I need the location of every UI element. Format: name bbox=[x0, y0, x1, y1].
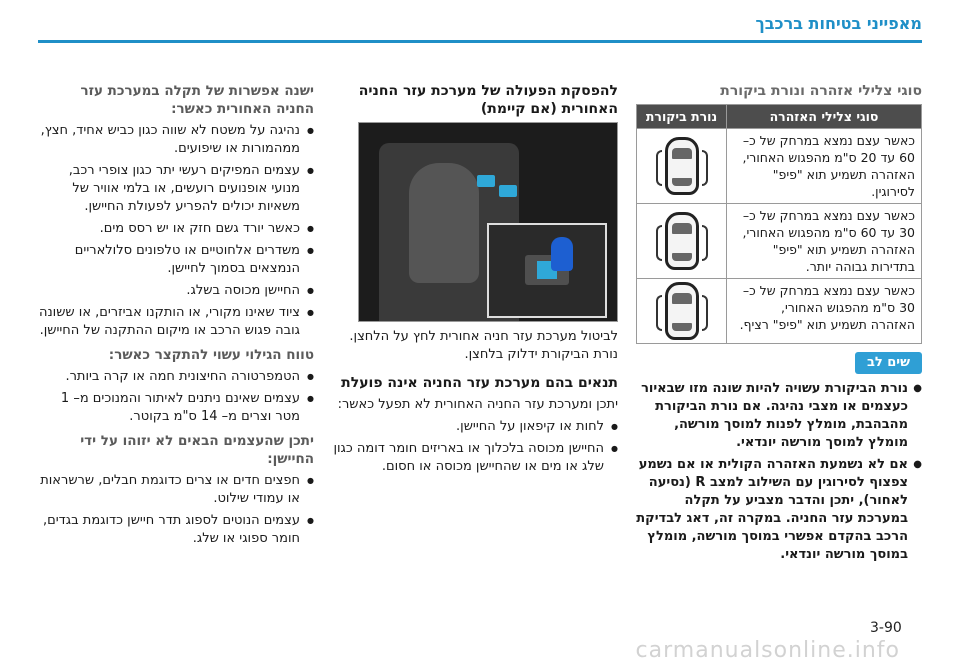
list-item: ● עצמים שאינם ניתנים לאיתור והמנוכים מ– 1 מטר וצרים מ– 14 ס"מ בקוטר. bbox=[38, 390, 314, 426]
malfunction-heading: ישנה אפשרות של תקלה במערכת עזר החניה האחורית כאשר: bbox=[80, 83, 314, 117]
list-item: ● חפצים חדים או צרים כדוגמת חבלים, שרשראות או עמודי שילוט. bbox=[38, 472, 314, 508]
header-title: מאפייני בטיחות ברכבך bbox=[755, 14, 922, 33]
car-sensors-far-icon bbox=[665, 137, 699, 195]
note-badge: שים לב bbox=[855, 352, 922, 374]
middle-column bbox=[332, 82, 618, 480]
table-cell-icon bbox=[637, 129, 727, 204]
list-item: ● עצמים המפיקים רעשי יתר כגון צופרי רכב, מנועי אופנועים רועשים, או בלמי אוויר של משאיות יכולים להפריע לפעולת החיישן. bbox=[38, 162, 314, 216]
parking-button-icon bbox=[477, 175, 495, 187]
list-item: ● ציוד שאינו מקורי, או הותקנו אביזרים, או ששונה גובה פגוש הרכב או מיקום ההתקנה של החיישן. bbox=[38, 304, 314, 340]
conditions-heading: תנאים בהם מערכת עזר החניה אינה פועלת bbox=[341, 375, 618, 391]
list-item: ● החיישן מכוסה בשלג. bbox=[38, 282, 314, 300]
table-cell-text: כאשר עצם נמצא במרחק של כ– 60 עד 20 ס"מ מהפגוש האחורי, האזהרה תשמיע תוא "פיפ" לסירוגין. bbox=[727, 129, 922, 204]
table-row bbox=[637, 204, 922, 279]
sensor-sounds-heading: סוגי צלילי אזהרה ונורת ביקורת bbox=[720, 83, 922, 99]
list-item: ● עצמים הנוטים לספוג תדר חיישן כדוגמת בגדים, חומר ספוגי או שלג. bbox=[38, 512, 314, 548]
note-item: ● נורת הביקורת עשויה להיות שונה מזו שבאיור כעצמים או מצבי נהיגה. אם נורת הביקורת מהבהבת, מומלץ לפנות למוסך מורשה, מומלץ למוסך מורשה יונדאי. bbox=[636, 380, 922, 452]
list-item: ● לחות או קיפאון על החיישן. bbox=[332, 418, 618, 436]
warning-sounds-table bbox=[636, 104, 922, 344]
header-rule bbox=[38, 40, 922, 43]
left-column bbox=[38, 82, 314, 552]
car-sensors-mid-icon bbox=[665, 212, 699, 270]
list-item: ● כאשר יורד גשם חזק או יש רסס מים. bbox=[38, 220, 314, 238]
list-item: ● הטמפרטורה החיצונית חמה או קרה ביותר. bbox=[38, 368, 314, 386]
list-item: ● נהיגה על משטח לא שווה כגון כביש אחיד, חצץ, ממהמורות או שיפועים. bbox=[38, 122, 314, 158]
disable-assist-heading: להפסקת הפעולה של מערכת עזר החניה האחורית (אם קיימת) bbox=[358, 83, 618, 117]
table-header-indicator: נורת ביקורת bbox=[637, 105, 727, 129]
table-cell-icon bbox=[637, 279, 727, 344]
range-heading: טווח הגילוי עשוי להתקצר כאשר: bbox=[108, 347, 314, 363]
conditions-subheading: יתכן ומערכת עזר החניה האחורית לא תפעל כאשר: bbox=[337, 397, 618, 412]
gear-knob-shape bbox=[409, 163, 479, 283]
table-row bbox=[637, 129, 922, 204]
table-cell-text: כאשר עצם נמצא במרחק של כ– 30 ס"מ מהפגוש האחורי, האזהרה תשמיע תוא "פיפ" רציף. bbox=[727, 279, 922, 344]
photo-caption: לביטול מערכת עזר חניה אחורית לחץ על הלחצן. נורת הביקורת ידלוק בלחצן. bbox=[349, 329, 618, 362]
table-cell-icon bbox=[637, 204, 727, 279]
list-item: ● החיישן מכוסה בלכלוך או באריזים חומר דומה כגון שלג או מים או שהחיישן מכוסה או חסום. bbox=[332, 440, 618, 476]
note-item: ● אם לא נשמעת האזהרה הקולית או אם נשמע צפצוף לסירוגין עם השילוב למצב R (נסיעה לאחור), יתכן והדבר מצביע על תקלה במערכת עזר החניה. במקרה זה, דאג לבדיקת הרכב בהקדם אפשרי במוסך מורשה, מומלץ במוסך מורשה יונדאי. bbox=[636, 456, 922, 564]
table-cell-text: כאשר עצם נמצא במרחק של כ– 30 עד 60 ס"מ מהפגוש האחורי, האזהרה תשמיע תוא "פיפ" בתדירות גבוהה יותר. bbox=[727, 204, 922, 279]
right-column bbox=[636, 82, 922, 568]
parking-button-icon bbox=[499, 185, 517, 197]
list-item: ● משדרים אלחוטיים או טלפונים סלולאריים הנמצאים בסמוך לחיישן. bbox=[38, 242, 314, 278]
button-closeup-inset bbox=[487, 223, 607, 318]
car-sensors-near-icon bbox=[665, 282, 699, 340]
hand-pointer-icon bbox=[551, 237, 573, 271]
page-number: 3-90 bbox=[870, 620, 902, 636]
table-row bbox=[637, 279, 922, 344]
watermark: carmanualsonline.info bbox=[635, 638, 900, 663]
parking-assist-button-photo bbox=[358, 122, 618, 322]
undetected-heading: יתכן שהעצמים הבאים לא יזוהו על ידי החיישן: bbox=[80, 433, 314, 467]
table-header-sounds: סוגי צלילי האזהרה bbox=[727, 105, 922, 129]
